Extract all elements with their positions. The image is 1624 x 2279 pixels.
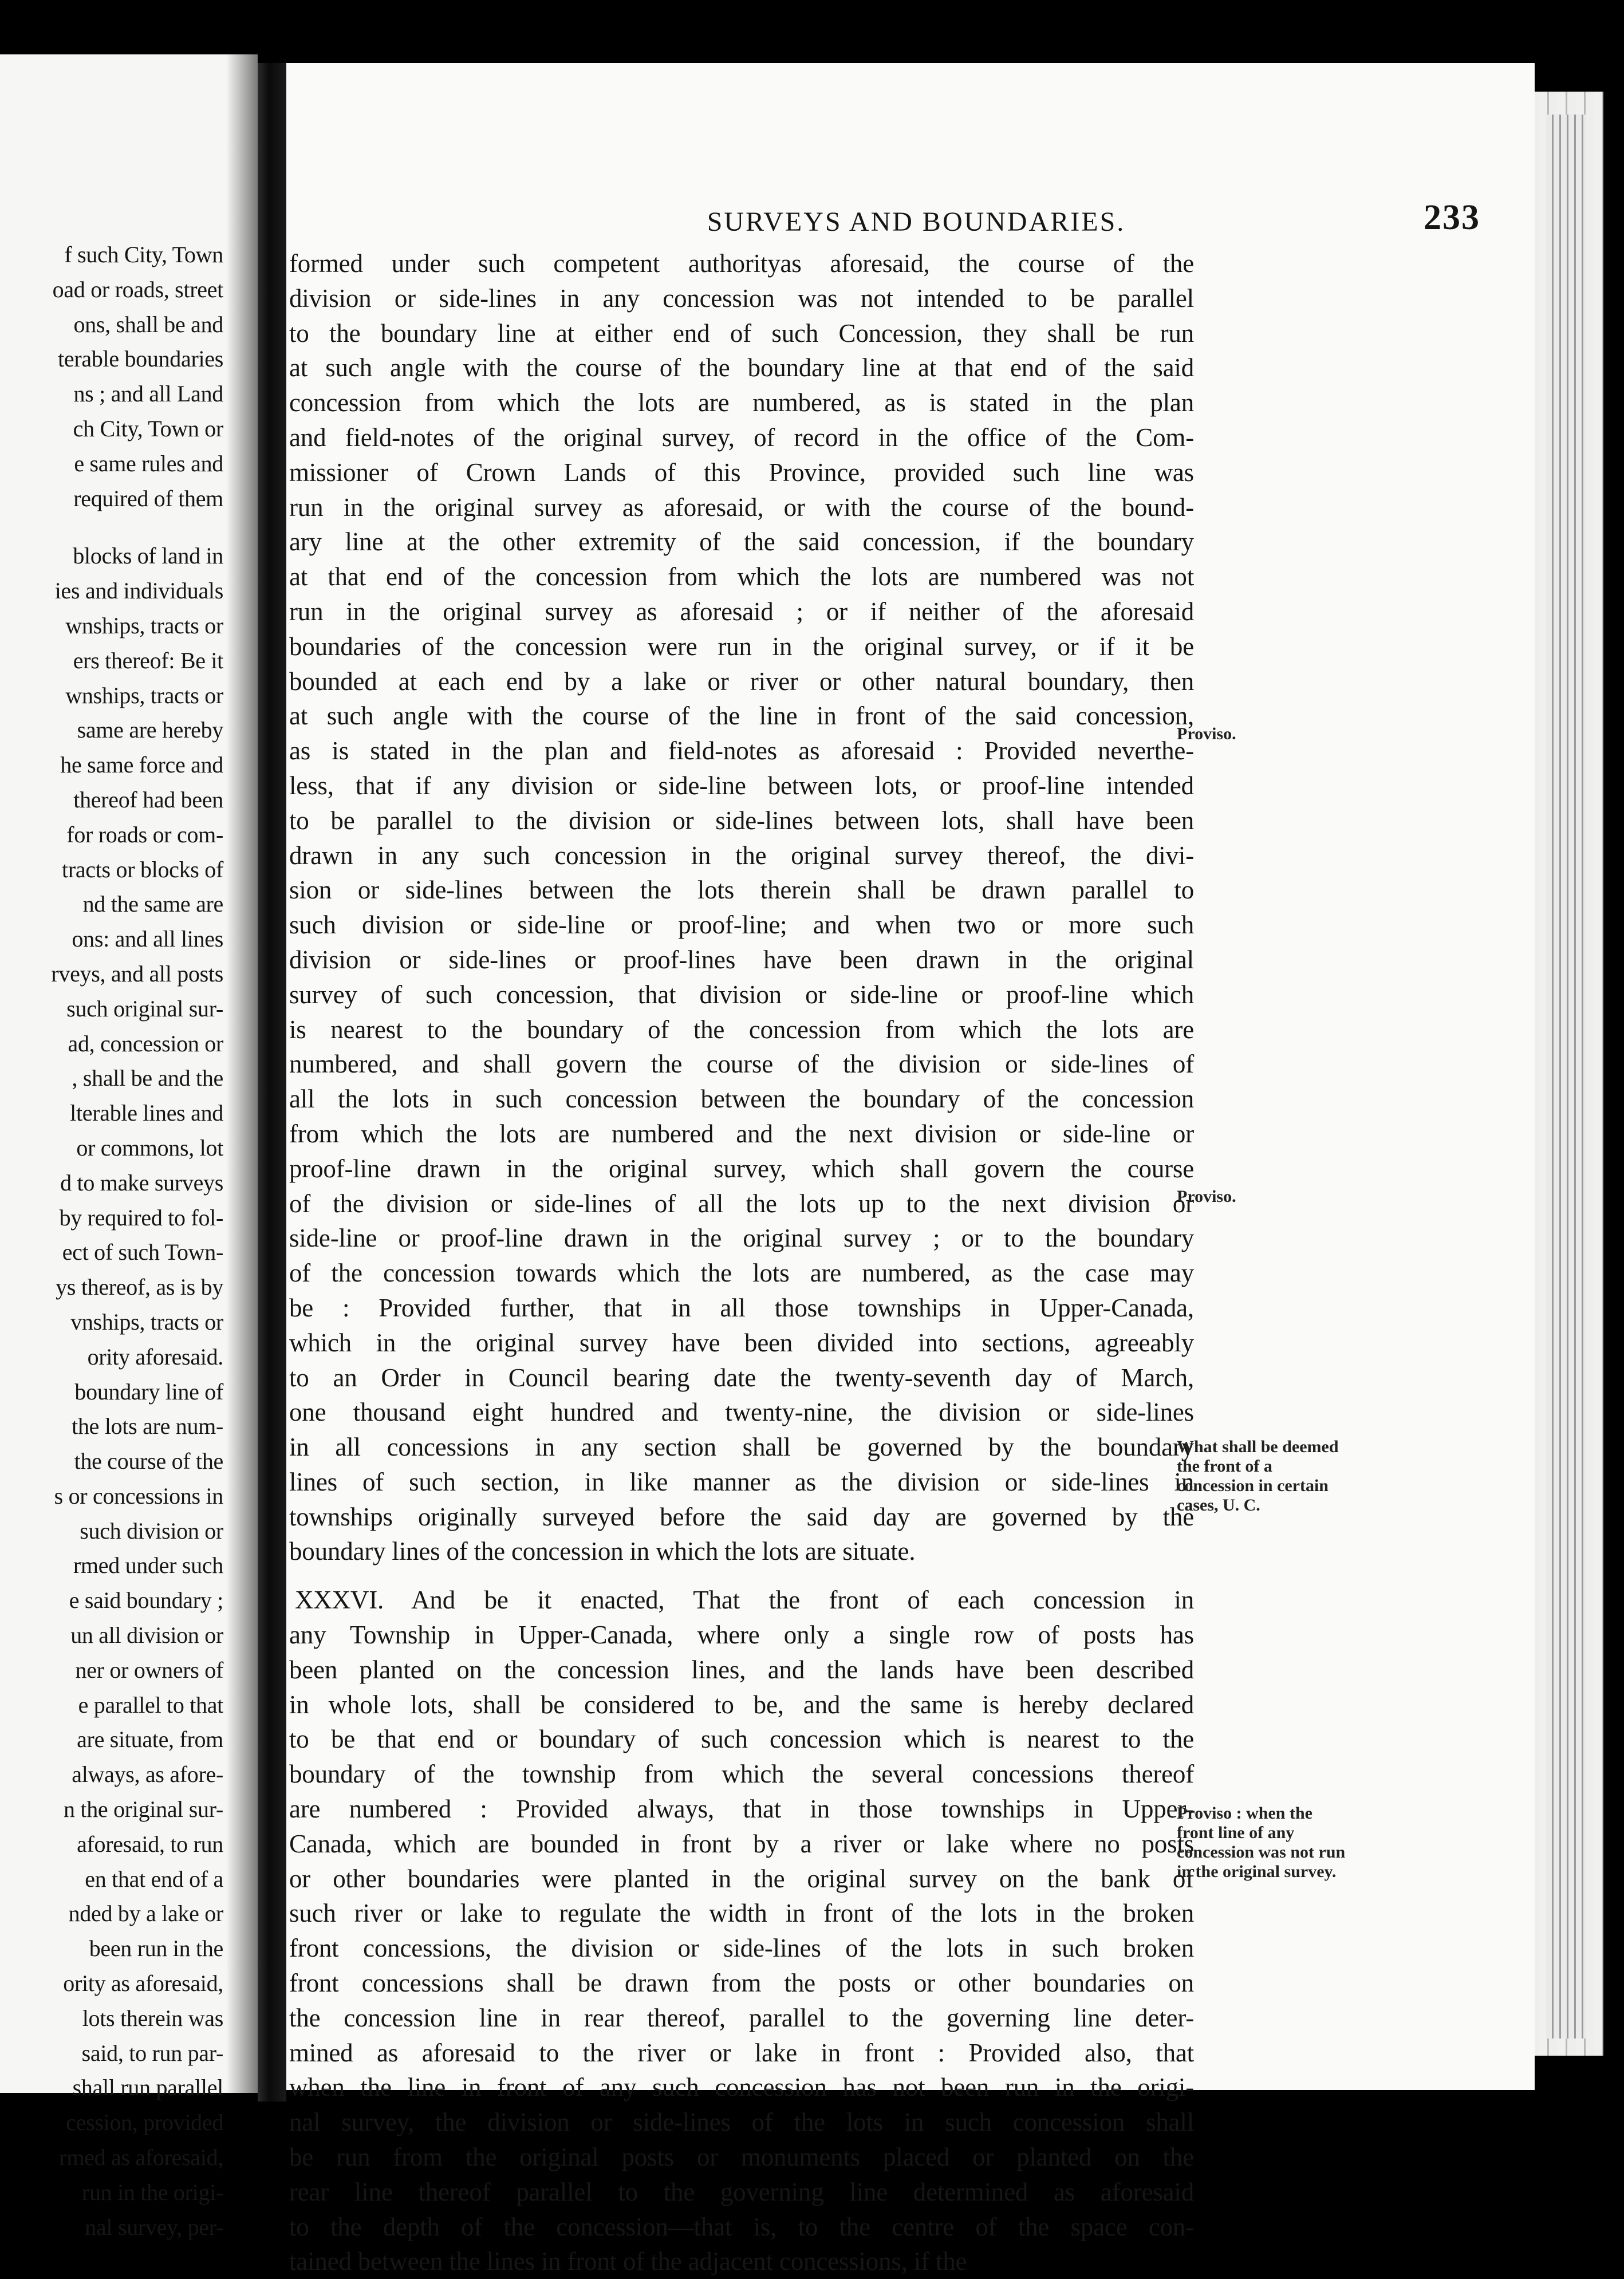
left-page-line: e same rules and (74, 450, 223, 476)
left-page-text (0, 238, 223, 2245)
left-page-line: ons, shall be and (73, 311, 223, 337)
left-page-line: e parallel to that (78, 1691, 223, 1718)
left-page-line: by required to fol- (59, 1204, 223, 1231)
left-page-line: been run in the (89, 1935, 223, 1962)
body-text-line: Canada, which are bounded in front by a river or lake where no posts (289, 1829, 1194, 1858)
left-facing-page (0, 54, 258, 2240)
left-page-line: rmed as aforesaid, (59, 2144, 223, 2171)
body-text-line: at that end of the concession from which the lots are numbered was not (289, 562, 1194, 592)
body-text-line: missioner of Crown Lands of this Province, provided such line was (289, 458, 1194, 487)
margin-note-front-of-concession: What shall be deemed the front of a concession in certain cases, U. C. (1177, 1437, 1339, 1515)
page-number: 233 (1424, 198, 1480, 237)
left-page-line: ch City, Town or (73, 415, 223, 441)
body-text-line: boundary lines of the concession in which the lots are situate. (289, 1537, 916, 1566)
left-page-line: ers thereof: Be it (73, 647, 223, 673)
body-text-line: survey of such concession, that division or side-line or proof-line which (289, 980, 1194, 1009)
left-page-line: rmed under such (73, 1552, 223, 1579)
left-page-line: ons: and all lines (72, 926, 223, 952)
body-text-line: at such angle with the course of the line in front of the said concession, (289, 701, 1194, 731)
left-page-line: for roads or com- (66, 821, 223, 847)
body-text-line: or other boundaries were planted in the original survey on the bank of (289, 1864, 1194, 1893)
body-text (289, 246, 1194, 2279)
body-text-line: side-line or proof-line drawn in the original survey ; or to the boundary (289, 1224, 1194, 1253)
left-page-line: cession, provided (66, 2110, 223, 2136)
left-page-line: en that end of a (85, 1866, 223, 1892)
left-page-line: ad, concession or (68, 1030, 223, 1056)
body-text-line: to be that end or boundary of such concession which is nearest to the (289, 1725, 1194, 1754)
body-text-line: as is stated in the plan and field-notes as aforesaid : Provided neverthe- (289, 736, 1194, 766)
body-text-line: boundaries of the concession were run in the original survey, or if it be (289, 632, 1194, 661)
left-page-line: such division or (80, 1517, 223, 1544)
body-text-line: front concessions, the division or side-lines of the lots in such broken (289, 1934, 1194, 1963)
body-text-line: which in the original survey have been divided into sections, agreeably (289, 1328, 1194, 1357)
body-text-line: nal survey, the division or side-lines of the lots in such concession shall (289, 2108, 1194, 2137)
left-page-line: , shall be and the (72, 1065, 223, 1091)
body-text-line: one thousand eight hundred and twenty-nine, the division or side-lines (289, 1398, 1194, 1427)
left-page-line: d to make surveys (60, 1169, 223, 1196)
left-page-line: thereof had been (73, 786, 223, 813)
body-text-line: boundary of the township from which the several concessions thereof (289, 1760, 1194, 1789)
left-page-line: are situate, from (77, 1726, 223, 1753)
body-text-line: formed under such competent authorityas aforesaid, the course of the (289, 249, 1194, 278)
left-page-line: he same force and (60, 752, 223, 778)
body-text-line: be run from the original posts or monuments placed or planted on the (289, 2143, 1194, 2172)
body-text-line: any Township in Upper-Canada, where only a single row of posts has (289, 1620, 1194, 1650)
body-text-line: such river or lake to regulate the width in front of the lots in the broken (289, 1899, 1194, 1928)
right-page (286, 63, 1535, 2276)
left-page-line: ys thereof, as is by (56, 1274, 223, 1300)
left-page-line: nd the same are (82, 891, 223, 917)
left-page-line: lots therein was (82, 2005, 223, 2031)
body-text-line: to be parallel to the division or side-lines between lots, shall have been (289, 806, 1194, 835)
left-page-line: ect of such Town- (62, 1239, 223, 1265)
left-page-line: nded by a lake or (68, 1901, 223, 1927)
body-text-line: in whole lots, shall be considered to be, and the same is hereby declared (289, 1690, 1194, 1719)
body-text-line: ary line at the other extremity of the said concession, if the boundary (289, 527, 1194, 557)
body-text-line: sion or side-lines between the lots therein shall be drawn parallel to (289, 876, 1194, 905)
left-page-line: said, to run par- (81, 2040, 223, 2066)
left-page-line: required of them (73, 485, 223, 511)
left-page-line: such original sur- (66, 995, 223, 1022)
body-text-line: are numbered : Provided always, that in those townships in Upper- (289, 1795, 1194, 1824)
left-page-line: oad or roads, street (52, 276, 223, 302)
left-page-line: ority aforesaid. (87, 1343, 223, 1370)
margin-note-proviso-front-line: Proviso : when the front line of any concession was not run in the original survey. (1177, 1804, 1346, 1881)
body-text-line: from which the lots are numbered and the next division or side-line or (289, 1119, 1194, 1148)
body-text-line: be : Provided further, that in all those townships in Upper-Canada, (289, 1293, 1194, 1322)
left-page-line: run in the origi- (81, 2179, 223, 2205)
left-page-line: lterable lines and (70, 1100, 223, 1126)
left-page-line: the course of the (74, 1448, 223, 1474)
body-text-line: lines of such section, in like manner as the division or side-lines in (289, 1467, 1194, 1496)
body-text-line: division or side-lines or proof-lines have been drawn in the original (289, 945, 1194, 974)
left-page-line: aforesaid, to run (77, 1831, 223, 1857)
body-text-line: division or side-lines in any concession was not intended to be parallel (289, 283, 1194, 313)
left-page-line: or commons, lot (76, 1134, 223, 1161)
left-page-line: un all division or (70, 1622, 223, 1649)
body-text-line: numbered, and shall govern the course of the division or side-lines of (289, 1050, 1194, 1079)
body-text-line: the concession line in rear thereof, parallel to the governing line deter- (289, 2003, 1194, 2032)
body-text-line: at such angle with the course of the boundary line at that end of the said (289, 353, 1194, 383)
body-text-line: such division or side-line or proof-line; and when two or more such (289, 910, 1194, 940)
left-page-line: rveys, and all posts (51, 960, 223, 987)
body-text-line: townships originally surveyed before the said day are governed by the (289, 1502, 1194, 1531)
left-page-line: blocks of land in (73, 543, 223, 569)
body-text-line: tained between the lines in front of the adjacent concessions, if the (289, 2247, 967, 2276)
body-text-line: to an Order in Council bearing date the twenty-seventh day of March, (289, 1363, 1194, 1392)
left-page-line: vnships, tracts or (70, 1308, 223, 1335)
body-text-line: run in the original survey as aforesaid ; or if neither of the aforesaid (289, 597, 1194, 626)
body-text-line: front concessions shall be drawn from the posts or other boundaries on (289, 1969, 1194, 1998)
left-page-line: same are hereby (77, 717, 223, 743)
body-text-line: of the division or side-lines of all the lots up to the next division or (289, 1189, 1194, 1218)
body-text-line: all the lots in such concession between the boundary of the concession (289, 1085, 1194, 1114)
body-text-line: mined as aforesaid to the river or lake in front : Provided also, that (289, 2038, 1194, 2067)
margin-note-proviso-1: Proviso. (1177, 724, 1236, 743)
body-text-line: to the depth of the concession—that is, to the centre of the space con- (289, 2212, 1194, 2241)
left-page-line: the lots are num- (72, 1413, 223, 1440)
left-page-line: wnships, tracts or (65, 612, 223, 638)
body-text-line: XXXVI. And be it enacted, That the front of each concession in (295, 1586, 1194, 1615)
left-page-line: boundary line of (74, 1378, 223, 1405)
body-text-line: proof-line drawn in the original survey, which shall govern the course (289, 1154, 1194, 1183)
left-page-line: ies and individuals (54, 578, 223, 604)
left-page-line: e said boundary ; (69, 1587, 223, 1614)
left-page-line: ner or owners of (75, 1657, 223, 1683)
left-page-line: f such City, Town (64, 242, 223, 267)
body-text-line: concession from which the lots are numbered, as is stated in the plan (289, 388, 1194, 417)
body-text-line: bounded at each end by a lake or river or other natural boundary, then (289, 667, 1194, 696)
left-page-line: shall run parallel (72, 2075, 223, 2101)
body-text-line: of the concession towards which the lots are numbered, as the case may (289, 1259, 1194, 1288)
left-page-line: s or concessions in (54, 1482, 223, 1509)
book-gutter (258, 63, 286, 2101)
left-page-line: ns ; and all Land (73, 381, 223, 407)
body-text-line: to the boundary line at either end of such Concession, they shall be run (289, 318, 1194, 348)
body-text-line: been planted on the concession lines, and the lands have been described (289, 1655, 1194, 1684)
left-page-line: always, as afore- (72, 1761, 223, 1788)
left-page-line: nal survey, per- (85, 2214, 223, 2240)
body-text-line: and field-notes of the original survey, of record in the office of the Com- (289, 423, 1194, 452)
page-edges-outer (1546, 115, 1586, 2039)
body-text-line: is nearest to the boundary of the concession from which the lots are (289, 1015, 1194, 1044)
margin-note-proviso-2: Proviso. (1177, 1187, 1236, 1206)
running-head: SURVEYS AND BOUNDARIES. (707, 207, 1126, 237)
left-page-line: wnships, tracts or (65, 682, 223, 708)
body-text-line: run in the original survey as aforesaid, or with the course of the bound- (289, 492, 1194, 522)
left-page-line: terable boundaries (58, 346, 223, 372)
left-page-line: ority as aforesaid, (63, 1970, 223, 1997)
body-text-line: rear line thereof parallel to the governing line determined as aforesaid (289, 2177, 1194, 2206)
left-page-line: tracts or blocks of (62, 856, 223, 882)
body-text-line: drawn in any such concession in the original survey thereof, the divi- (289, 841, 1194, 870)
body-text-line: less, that if any division or side-line between lots, or proof-line intended (289, 771, 1194, 800)
left-page-shadow (226, 54, 258, 2093)
body-text-line: when the line in front of any such concession has not been run in the origi- (289, 2073, 1194, 2102)
left-page-line: n the original sur- (64, 1796, 223, 1823)
body-text-line: in all concessions in any section shall be governed by the boundary (289, 1433, 1194, 1462)
